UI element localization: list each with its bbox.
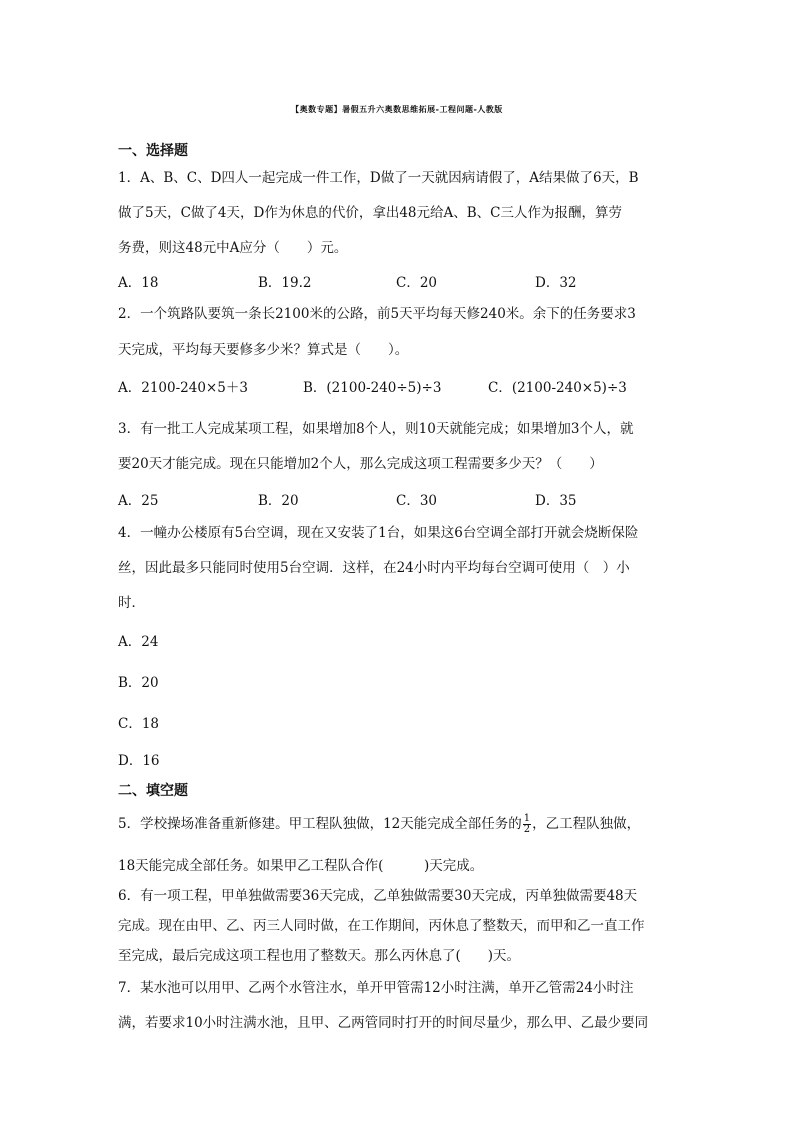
q2-text-line1: 2．一个筑路队要筑一条长2100米的公路，前5天平均每天修240米。余下的任务要求3 bbox=[118, 306, 636, 322]
q1-text-line3: 务费，则这48元中A应分（ ）元。 bbox=[118, 240, 348, 256]
q3-option-d: D．35 bbox=[535, 493, 577, 509]
q4-option-a: A．24 bbox=[118, 634, 159, 650]
q5-fraction-numerator: 1 bbox=[523, 813, 531, 824]
q2-option-a: A．2100-240×5＋3 bbox=[118, 380, 248, 396]
q1-option-d: D．32 bbox=[535, 275, 577, 291]
q3-option-b: B．20 bbox=[258, 493, 299, 509]
q3-option-c: C．30 bbox=[396, 493, 438, 509]
section-heading-fill: 二、填空题 bbox=[118, 783, 188, 799]
q4-option-c: C．18 bbox=[118, 716, 160, 732]
q2-option-b: B．(2100-240÷5)÷3 bbox=[303, 380, 442, 396]
section-heading-choice: 一、选择题 bbox=[118, 143, 188, 159]
q1-text-line1: 1．A、B、C、D四人一起完成一件工作，D做了一天就因病请假了，A结果做了6天，B bbox=[118, 170, 639, 186]
q5-fraction bbox=[523, 814, 531, 835]
q1-option-b: B．19.2 bbox=[258, 275, 312, 291]
q6-text-line1: 6．有一项工程，甲单独做需要36天完成，乙单独做需要30天完成，丙单独做需要48天 bbox=[118, 888, 638, 904]
q5-fraction-denominator: 2 bbox=[523, 824, 531, 835]
q1-option-c: C．20 bbox=[396, 275, 438, 291]
q4-text-line3: 时． bbox=[118, 595, 145, 611]
q6-text-line2: 完成。现在由甲、乙、丙三人同时做，在工作期间，丙休息了整数天，而甲和乙一直工作 bbox=[118, 918, 645, 934]
q2-option-c: C．(2100-240×5)÷3 bbox=[488, 380, 627, 396]
q7-text-line2: 满，若要求10小时注满水池，且甲、乙两管同时打开的时间尽量少，那么甲、乙最少要同 bbox=[118, 1015, 649, 1031]
q2-text-line2: 天完成，平均每天要修多少米？算式是（ ）。 bbox=[118, 342, 409, 358]
q5-text-post: ，乙工程队独做， bbox=[532, 816, 641, 832]
q4-option-b: B．20 bbox=[118, 675, 159, 691]
q5-text-pre: 5．学校操场准备重新修建。甲工程队独做，12天能完成全部任务的 bbox=[118, 816, 522, 832]
q7-text-line1: 7．某水池可以用甲、乙两个水管注水，单开甲管需12小时注满，单开乙管需24小时注 bbox=[118, 980, 634, 996]
q5-text-line1 bbox=[118, 812, 640, 835]
q5-text-line2: 18天能完成全部任务。如果甲乙工程队合作( )天完成。 bbox=[118, 858, 484, 874]
q6-text-line3: 至完成，最后完成这项工程也用了整数天。那么丙休息了( )天。 bbox=[118, 948, 521, 964]
q1-option-a: A．18 bbox=[118, 275, 159, 291]
q3-text-line1: 3．有一批工人完成某项工程，如果增加8个人，则10天就能完成；如果增加3个人，就 bbox=[118, 421, 634, 437]
q4-option-d: D．16 bbox=[118, 753, 160, 769]
q4-text-line1: 4．一幢办公楼原有5台空调，现在又安装了1台，如果这6台空调全部打开就会烧断保险 bbox=[118, 525, 639, 541]
q4-text-line2: 丝，因此最多只能同时使用5台空调．这样，在24小时内平均每台空调可使用（ ）小 bbox=[118, 560, 630, 576]
q3-text-line2: 要20天才能完成。现在只能增加2个人，那么完成这项工程需要多少天？（ ） bbox=[118, 456, 603, 472]
q1-text-line2: 做了5天，C做了4天，D作为休息的代价，拿出48元给A、B、C三人作为报酬，算劳 bbox=[118, 205, 623, 221]
q3-option-a: A．25 bbox=[118, 493, 159, 509]
document-title: 【奥数专题】暑假五升六奥数思维拓展-工程问题-人教版 bbox=[291, 105, 503, 114]
